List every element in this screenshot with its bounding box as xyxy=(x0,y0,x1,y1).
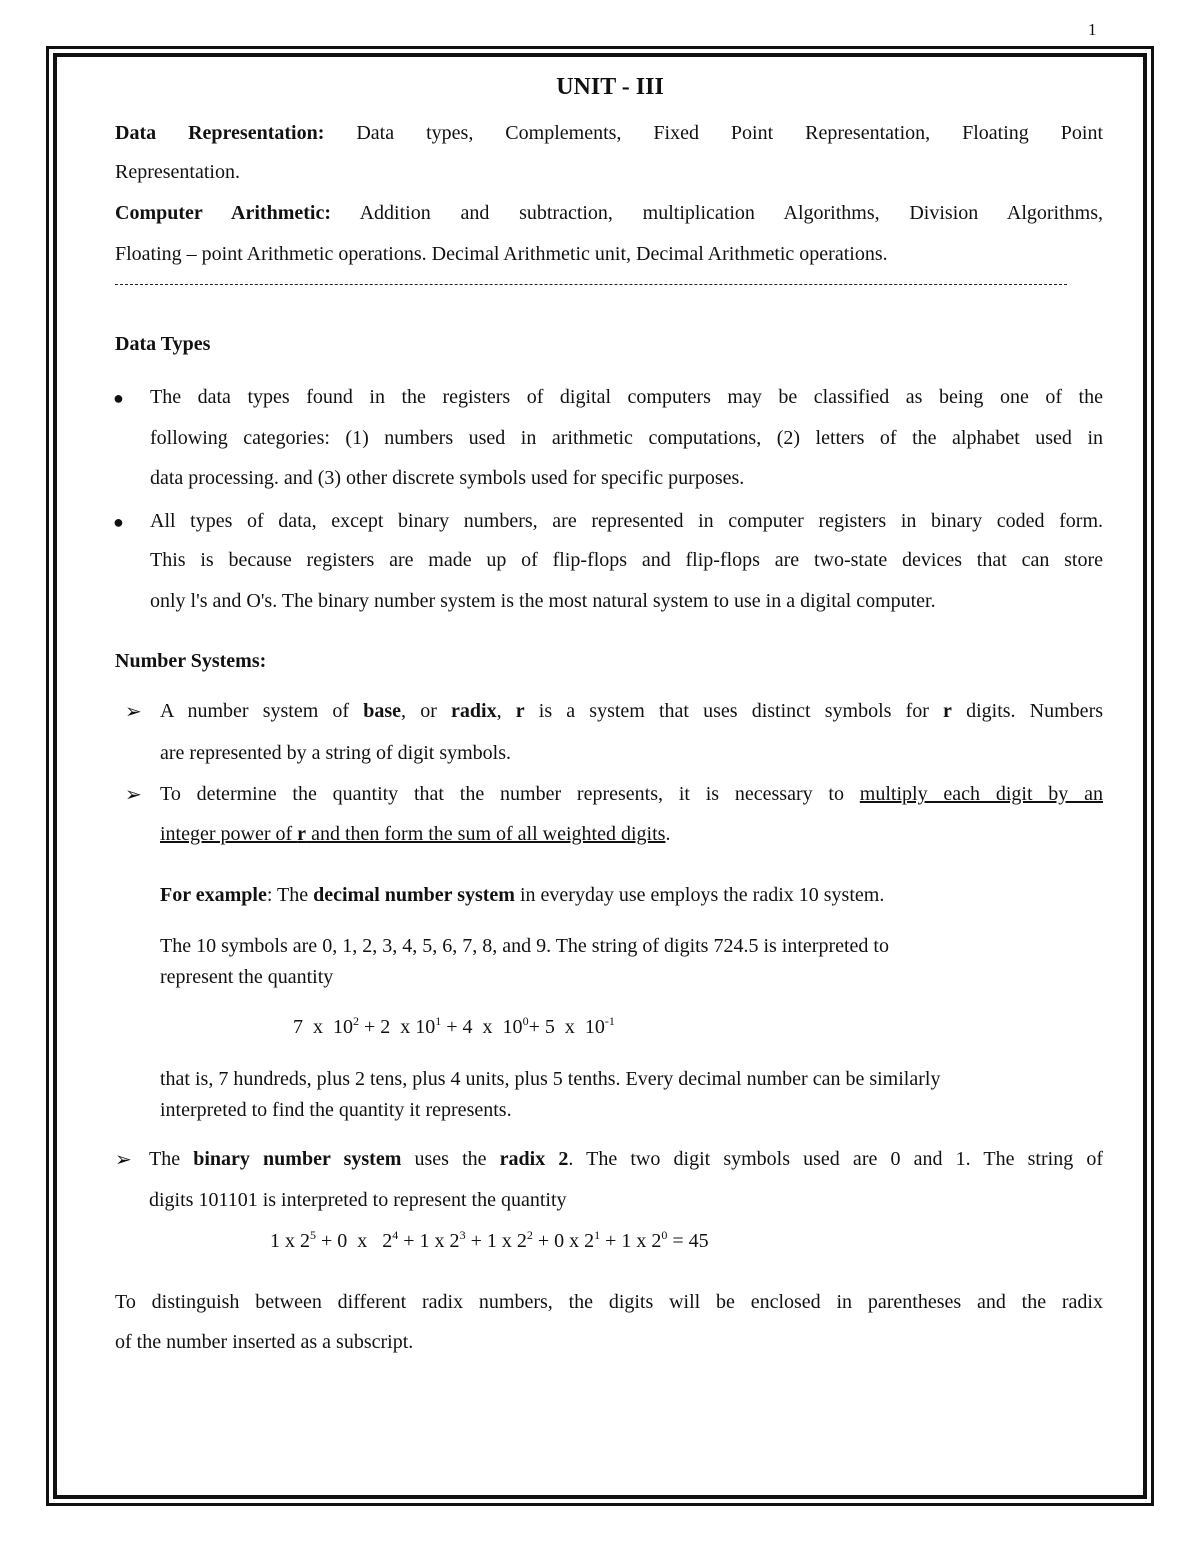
data-types-bullet-2-line-2: This is because registers are made up of flip-flops and flip-flops are two-state devices that can store xyxy=(150,549,1103,571)
dashed-divider xyxy=(115,284,1067,285)
arrow-bullet-icon: ➢ xyxy=(115,1149,132,1171)
data-types-heading: Data Types xyxy=(115,333,211,355)
number-systems-heading: Number Systems: xyxy=(115,650,267,672)
syllabus-data-representation xyxy=(115,121,1103,145)
closing-line-2: of the number inserted as a subscript. xyxy=(115,1331,414,1353)
data-types-bullet-1-line-2: following categories: (1) numbers used in arithmetic computations, (2) letters of the alphabet used in xyxy=(150,427,1103,449)
arrow-bullet-icon: ➢ xyxy=(125,784,142,806)
number-systems-point-1-line-1: A number system of base, or radix, r is a system that uses distinct symbols for r digits. Numbers xyxy=(160,700,1104,722)
example-line-1: For example: The decimal number system in everyday use employs the radix 10 system. xyxy=(160,884,885,906)
comp-arith-text: Addition and subtraction, multiplication Algorithms, Division Algorithms, xyxy=(330,202,1103,224)
data-types-bullet-2-line-1: All types of data, except binary numbers, are represented in computer registers in binary coded form. xyxy=(150,510,1103,532)
example-line-3: represent the quantity xyxy=(160,966,334,988)
bullet-icon: ● xyxy=(113,388,124,408)
syllabus-computer-arithmetic-cont: Floating – point Arithmetic operations. Decimal Arithmetic unit, Decimal Arithmetic operations. xyxy=(115,243,888,265)
syllabus-data-representation-cont: Representation. xyxy=(115,161,240,183)
data-types-bullet-2-line-3: only l's and O's. The binary number system is the most natural system to use in a digital computer. xyxy=(150,590,936,612)
closing-line-1: To distinguish between different radix numbers, the digits will be enclosed in parentheses and the radix xyxy=(115,1291,1103,1313)
arrow-bullet-icon: ➢ xyxy=(125,701,142,723)
data-types-bullet-1-line-3: data processing. and (3) other discrete symbols used for specific purposes. xyxy=(150,467,745,489)
binary-point-line-2: digits 101101 is interpreted to represent the quantity xyxy=(149,1189,567,1211)
data-rep-text: Data types, Complements, Fixed Point Representation, Floating Point xyxy=(324,122,1103,144)
binary-equation: 1 x $2^5 + 0$ x $2^4 + 1$ x $2^3 + 1$ x $2^2 + 0$ x $2^1 + 1$ x $2^0 = 45$ xyxy=(270,1228,709,1252)
data-types-bullet-1-line-1: The data types found in the registers of digital computers may be classified as being one of the xyxy=(150,386,1103,408)
number-systems-point-1-line-2: are represented by a string of digit symbols. xyxy=(160,742,512,764)
syllabus-computer-arithmetic xyxy=(115,201,1103,225)
number-systems-point-2-line-1: To determine the quantity that the number represents, it is necessary to multiply each digit by an xyxy=(160,783,1103,805)
decimal-equation: 7 x $10^2 + 2$ x $10^1 + 4$ x $10^0+ 5$ x $10^{-1}$ xyxy=(293,1014,615,1038)
number-systems-point-2-line-2: integer power of r and then form the sum of all weighted digits. xyxy=(160,823,671,845)
data-rep-label: Data Representation: xyxy=(115,122,325,144)
unit-title: UNIT - III xyxy=(556,74,664,100)
example-line-4: that is, 7 hundreds, plus 2 tens, plus 4 units, plus 5 tenths. Every decimal number can be similarly xyxy=(160,1068,941,1090)
example-line-2: The 10 symbols are 0, 1, 2, 3, 4, 5, 6, 7, 8, and 9. The string of digits 724.5 is interpreted to xyxy=(160,935,889,957)
page-number: 1 xyxy=(1088,20,1097,39)
binary-point-line-1: The binary number system uses the radix 2. The two digit symbols used are 0 and 1. The string of xyxy=(149,1148,1103,1170)
example-line-5: interpreted to find the quantity it represents. xyxy=(160,1099,512,1121)
comp-arith-label: Computer Arithmetic: xyxy=(115,202,331,224)
bullet-icon: ● xyxy=(113,512,124,532)
page-border-inner xyxy=(53,53,1147,1499)
